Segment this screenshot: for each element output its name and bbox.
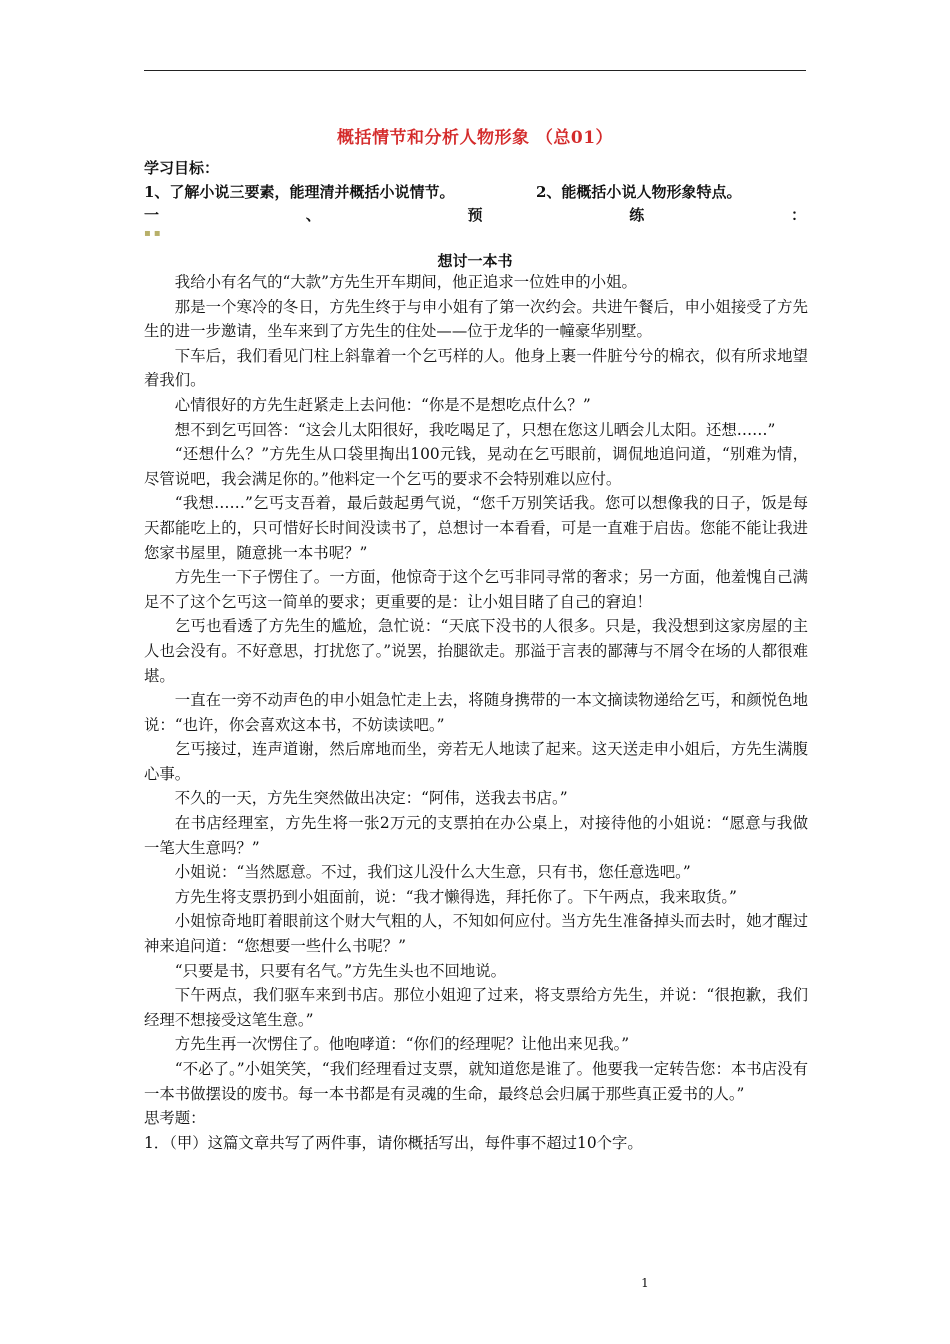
section-heading [144,204,806,225]
story-body [144,270,808,1155]
story-paragraph: 小姐惊奇地盯着眼前这个财大气粗的人，不知如何应付。当方先生准备掉头而去时，她才醒过神来追问道：“您想要一些什么书呢？” [144,912,808,956]
goal-2: 2、能概括小说人物形象特点。 [536,183,742,201]
story-paragraph: 方先生将支票扔到小姐面前，说：“我才懒得选，拜托你了。下午两点，我来取货。” [174,887,737,906]
story-paragraph: 我给小有名气的“大款”方先生开车期间，他正追求一位姓申的小姐。 [174,273,637,291]
question-1: 1．（甲）这篇文章共写了两件事，请你概括写出，每件事不超过10个字。 [144,1133,643,1152]
goals-heading: 学习目标： [144,159,220,177]
questions-heading: 思考题： [144,1109,206,1128]
goals-line [144,181,806,202]
story-paragraph: “不必了。”小姐笑笑，“我们经理看过支票，就知道您是谁了。他要我一定转告您：本书店没有一本书做摆设的废书。每一本书都是有灵魂的生命，最终总会归属于那些真正爱书的人。” [144,1060,808,1103]
story-paragraph: 方先生一下子愣住了。一方面，他惊奇于这个乞丐非同寻常的奢求；另一方面，他羞愧自己满足不了这个乞丐这一简单的要求；更重要的是：让小姐目睹了自己的窘迫！ [144,568,808,611]
story-paragraph: 下午两点，我们驱车来到书店。那位小姐迎了过来，将支票给方先生，并说：“很抱歉，我们经理不想接受这笔生意。” [144,986,808,1029]
story-paragraph: 心情很好的方先生赶紧走上去问他：“你是不是想吃点什么？” [174,395,591,414]
story-paragraph: 那是一个寒冷的冬日，方先生终于与申小姐有了第一次约会。共进午餐后，申小姐接受了方先生的进一步邀请，坐车来到了方先生的住处——位于龙华的一幢豪华别墅。 [144,297,808,341]
section-char: 、 [305,206,321,224]
page-title: 概括情节和分析人物形象 （总01） [336,128,614,148]
story-paragraph: 一直在一旁不动声色的申小姐急忙走上去，将随身携带的一本文摘读物递给乞丐，和颜悦色地说：“也许，你会喜欢这本书，不妨读读吧。” [144,691,808,734]
story-paragraph: “只要是书，只要有名气。”方先生头也不回地说。 [174,961,507,980]
story-title: 想讨一本书 [437,252,513,270]
page-number: 1 [641,1276,649,1290]
story-paragraph: 在书店经理室，方先生将一张2万元的支票拍在办公桌上，对接待他的小姐说：“愿意与我做一笔大生意吗？” [144,814,808,857]
section-char: 练 [629,206,645,224]
goal-1: 1、了解小说三要素，能理清并概括小说情节。 [144,183,455,201]
story-paragraph: 不久的一天，方先生突然做出决定：“阿伟，送我去书店。” [174,789,568,808]
section-char: 预 [467,206,483,224]
story-paragraph: 想不到乞丐回答：“这会儿太阳很好，我吃喝足了，只想在您这儿晒会儿太阳。还想……” [174,420,776,439]
header-rule [144,70,806,71]
story-paragraph: 小姐说：“当然愿意。不过，我们这儿没什么大生意，只有书，您任意选吧。” [174,863,691,882]
story-paragraph: 乞丐也看透了方先生的尴尬，急忙说：“天底下没书的人很多。只是，我没想到这家房屋的主人也会没有。不好意思，打扰您了。”说罢，抬腿欲走。那溢于言表的鄙薄与不屑令在场的人都很难堪。 [144,617,808,685]
section-char: 一 [144,206,160,224]
section-char: ： [790,206,806,224]
story-paragraph: 下车后，我们看见门柱上斜靠着一个乞丐样的人。他身上裹一件脏兮兮的棉衣，似有所求地望着我们。 [144,346,808,390]
story-paragraph: “还想什么？”方先生从口袋里掏出100元钱，晃动在乞丐眼前，调侃地追问道，“别难为情，尽管说吧，我会满足你的。”他料定一个乞丐的要求不会特别难以应付。 [144,445,808,488]
story-paragraph: 乞丐接过，连声道谢，然后席地而坐，旁若无人地读了起来。这天送走申小姐后，方先生满腹心事。 [144,740,808,783]
decorative-dots: ▪▪ [144,228,164,239]
story-paragraph: “我想……”乞丐支吾着，最后鼓起勇气说，“您千万别笑话我。您可以想像我的日子，饭是每天都能吃上的，只可惜好长时间没读书了，总想讨一本看看，可是一直难于启齿。您能不能让我进您家书屋里，随意挑一本书呢？” [144,494,808,562]
story-paragraph: 方先生再一次愣住了。他咆哮道：“你们的经理呢？让他出来见我。” [174,1035,630,1054]
